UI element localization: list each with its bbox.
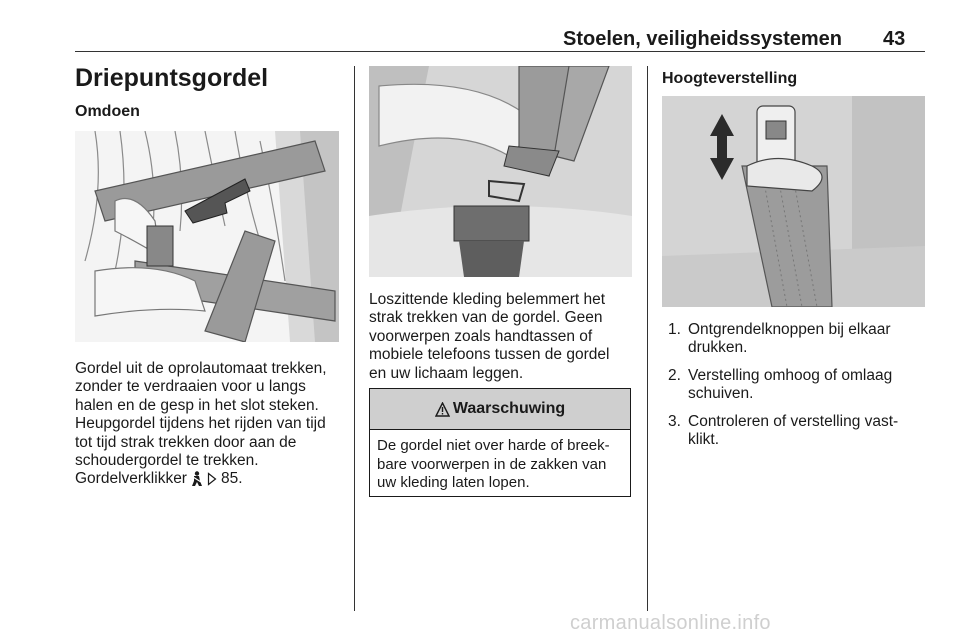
text-line: Gordel uit de oprolautomaat trekken, — [75, 360, 327, 377]
warning-box — [369, 388, 631, 497]
text-line: schoudergordel te trekken. — [75, 452, 259, 470]
height-adjuster-illustration — [662, 96, 925, 307]
step-text — [688, 367, 892, 404]
text-line: Loszittende kleding belemmert het — [369, 291, 606, 308]
section-heading: Driepuntsgordel — [75, 64, 269, 92]
seatbelt-reminder-reference — [75, 470, 345, 488]
step-number: 3. — [668, 412, 681, 430]
column-divider-2 — [647, 66, 648, 611]
text-line: klikt. — [688, 431, 719, 449]
text-line: halen en de gesp in het slot steken. — [75, 396, 319, 414]
subsection-heading: Hoogteverstelling — [662, 70, 798, 87]
list-item — [668, 413, 930, 450]
column-divider-1 — [354, 66, 355, 611]
text-line: voorwerpen zoals handtassen of — [369, 327, 593, 345]
text-line: Verstelling omhoog of omlaag — [688, 366, 893, 384]
adjustment-steps-list — [668, 321, 930, 458]
buckling-instructions — [75, 360, 345, 470]
text-line: De gordel niet over harde of breek- — [377, 437, 610, 454]
text-line: uw kleding laten lopen. — [377, 474, 530, 491]
seatbelt-fastening-illustration — [75, 131, 339, 342]
warning-title: Waarschuwing — [452, 400, 566, 417]
page-section-title: Stoelen, veiligheidssystemen — [563, 28, 842, 50]
text-line: tot tijd strak trekken door aan de — [75, 433, 297, 451]
text-line: Controleren of verstelling vast- — [688, 412, 899, 430]
step-number: 1. — [668, 321, 681, 338]
header-divider — [75, 51, 925, 52]
page-reference-icon — [207, 472, 217, 486]
warning-header — [370, 389, 630, 430]
warning-body — [370, 430, 630, 493]
text-line: schuiven. — [688, 385, 754, 403]
loose-clothing-note — [369, 291, 639, 383]
text-line: drukken. — [688, 339, 748, 357]
buckle-insertion-illustration — [369, 66, 632, 277]
text-line: bare voorwerpen in de zakken van — [377, 455, 607, 473]
text-line: Ontgrendelknoppen bij elkaar — [688, 321, 891, 338]
page-reference: 85. — [220, 470, 243, 487]
text-line: en uw lichaam leggen. — [369, 364, 524, 382]
seatbelt-reminder-icon — [191, 471, 203, 487]
text-line: Heupgordel tijdens het rijden van tijd — [75, 415, 326, 433]
list-item — [668, 321, 930, 358]
step-text — [688, 413, 898, 450]
text-line: strak trekken van de gordel. Geen — [369, 309, 603, 327]
list-item — [668, 367, 930, 404]
reminder-label: Gordelverklikker — [75, 470, 187, 487]
subsection-heading: Omdoen — [75, 103, 140, 120]
text-line: mobiele telefoons tussen de gordel — [369, 346, 610, 364]
step-number: 2. — [668, 366, 681, 384]
text-line: zonder te verdraaien voor u langs — [75, 378, 306, 396]
warning-icon — [435, 402, 450, 417]
step-text — [688, 321, 891, 358]
watermark: carmanualsonline.info — [570, 612, 771, 634]
page-number: 43 — [883, 28, 906, 50]
